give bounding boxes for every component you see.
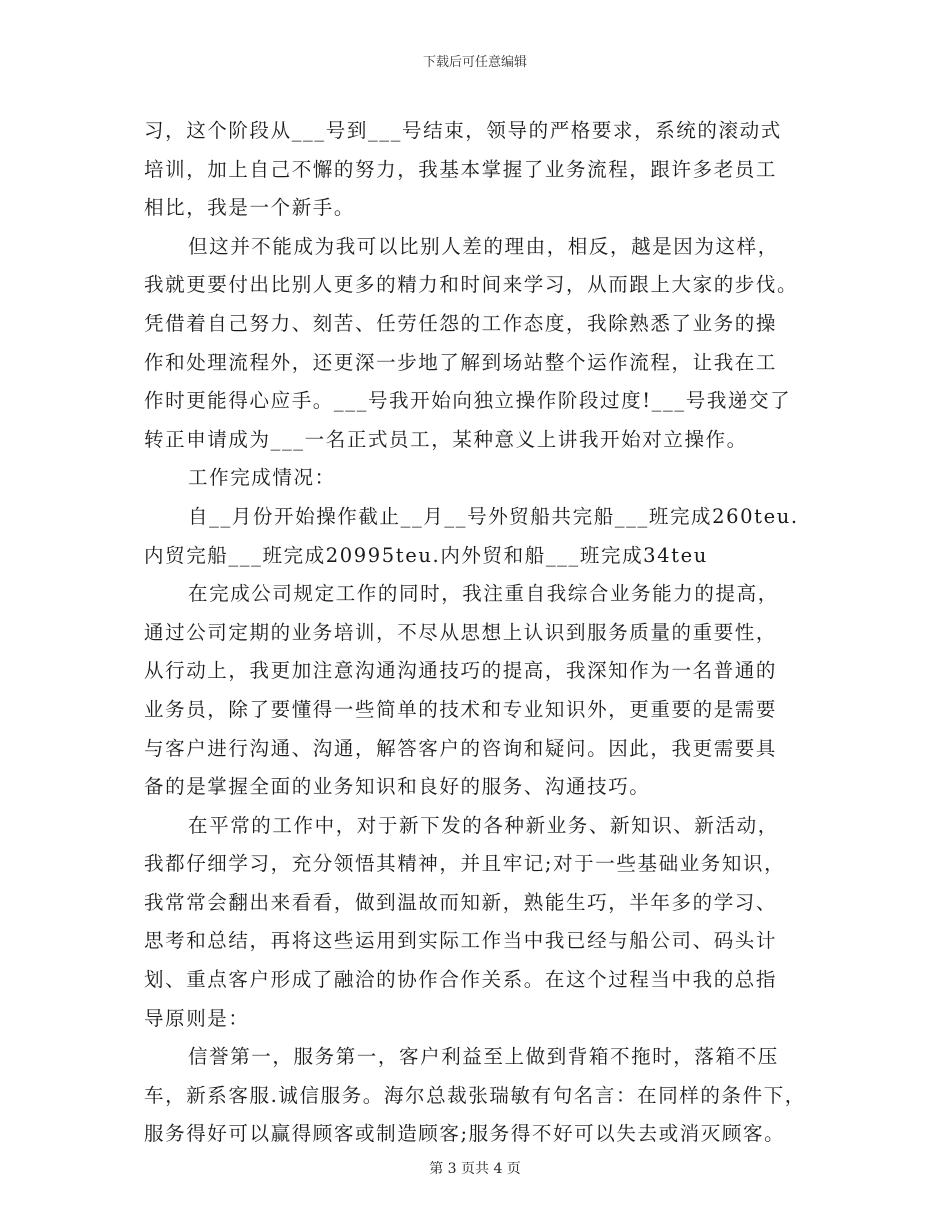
text-line: 备的是掌握全面的业务知识和良好的服务、沟通技巧。 (144, 775, 651, 799)
text-line: 转正申请成为___一名正式员工，某种意义上讲我开始对立操作。 (144, 427, 748, 451)
text-line: 习，这个阶段从___号到___号结束，领导的严格要求，系统的滚动式 (144, 119, 782, 142)
text-line: 相比，我是一个新手。 (144, 196, 356, 220)
text-line: 业务员，除了要懂得一些简单的技术和专业知识外，更重要的是需要 (144, 697, 778, 721)
text-line: 导原则是： (144, 1006, 250, 1030)
text-line: 我常常会翻出来看看，做到温故而知新，熟能生巧，半年多的学习、 (144, 890, 778, 914)
section-heading: 工作完成情况： (188, 466, 336, 490)
text-line: 在完成公司规定工作的同时，我注重自我综合业务能力的提高， (188, 582, 779, 606)
page-header: 下载后可任意编辑 (422, 55, 527, 70)
text-line: 凭借着自己努力、刻苦、任劳任怨的工作态度，我除熟悉了业务的操 (144, 311, 778, 335)
text-line: 车，新系客服.诚信服务。海尔总裁张瑞敏有句名言：在同样的条件下， (144, 1083, 806, 1107)
text-line: 划、重点客户形成了融洽的协作合作关系。在这个过程当中我的总指 (144, 968, 778, 992)
text-line: 我就更要付出比别人更多的精力和时间来学习，从而跟上大家的步伐。 (144, 273, 799, 297)
text-line: 从行动上，我更加注意沟通沟通技巧的提高，我深知作为一名普通的 (144, 659, 778, 683)
text-line: 通过公司定期的业务培训，不尽从思想上认识到服务质量的重要性， (144, 620, 778, 644)
text-line: 与客户进行沟通、沟通，解答客户的咨询和疑问。因此，我更需要具 (144, 736, 778, 760)
text-line: 作时更能得心应手。___号我开始向独立操作阶段过度!___号我递交了 (144, 389, 792, 413)
page-footer: 第 3 页共 4 页 (429, 1161, 521, 1177)
text-line: 思考和总结，再将这些运用到实际工作当中我已经与船公司、码头计 (144, 929, 778, 953)
document-body (144, 112, 804, 1154)
text-line: 服务得好可以赢得顾客或制造顾客;服务得不好可以失去或消灭顾客。 (144, 1122, 786, 1146)
text-line: 内贸完船___班完成20995teu.内外贸和船___班完成34teu (144, 543, 708, 567)
text-line: 我都仔细学习，充分领悟其精神，并且牢记;对于一些基础业务知识， (144, 852, 786, 876)
text-line: 培训，加上自己不懈的努力，我基本掌握了业务流程，跟许多老员工 (144, 157, 778, 181)
text-line: 自__月份开始操作截止__月__号外贸船共完船___班完成260teu. (188, 504, 799, 528)
text-line: 信誉第一，服务第一，客户利益至上做到背箱不拖时，落箱不压 (188, 1045, 779, 1069)
text-line: 作和处理流程外，还更深一步地了解到场站整个运作流程，让我在工 (144, 350, 778, 374)
text-line: 但这并不能成为我可以比别人差的理由，相反，越是因为这样， (188, 234, 779, 258)
text-line: 在平常的工作中，对于新下发的各种新业务、新知识、新活动， (188, 813, 779, 837)
